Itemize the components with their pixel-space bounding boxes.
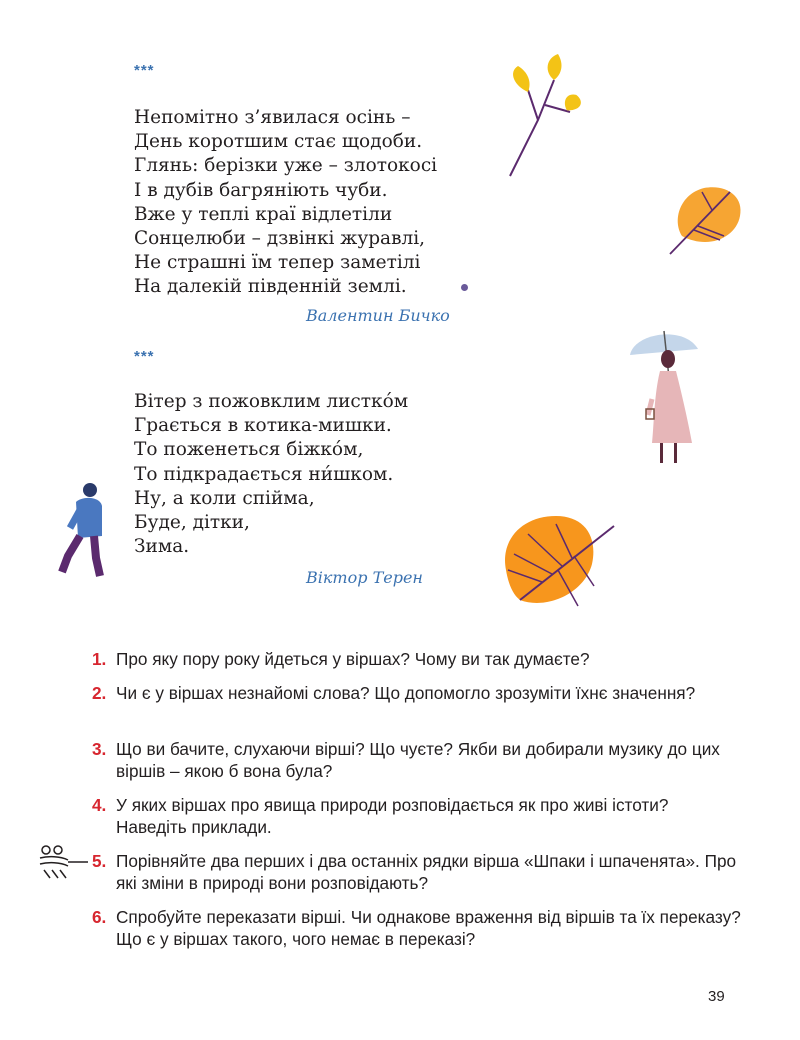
orange-leaf-illustration xyxy=(668,180,748,260)
poem2-line: Вітер з пожовклим листко́м xyxy=(134,391,409,412)
question-5 xyxy=(92,850,742,894)
question-number: 4. xyxy=(92,795,107,815)
woman-with-umbrella-illustration xyxy=(626,325,702,470)
poem2-line: Ну, а коли спійма, xyxy=(134,487,315,509)
large-orange-leaf-illustration xyxy=(498,510,618,610)
poem2-line: Грається в котика-мишки. xyxy=(134,415,392,437)
question-1 xyxy=(92,648,742,670)
end-of-poem-bullet xyxy=(461,284,468,291)
poem1-line: Не страшні їм тепер заметілі xyxy=(134,252,421,274)
poem1-line: Глянь: берізки уже – злотокосі xyxy=(134,155,438,177)
question-number: 5. xyxy=(92,851,107,871)
question-number: 6. xyxy=(92,907,107,927)
yellow-branch-illustration xyxy=(500,50,590,180)
question-text: Про яку пору року йдеться у віршах? Чому ви так думаєте? xyxy=(116,649,590,669)
poem2-stars: *** xyxy=(134,348,155,365)
poem1-line: Непомітно з’явилася осінь – xyxy=(134,107,411,128)
poem1-text xyxy=(134,106,437,300)
poem1-line: Вже у теплі краї відлетіли xyxy=(134,203,393,225)
walking-man-illustration xyxy=(56,480,112,580)
poem2-line: То підкрадається ни́шком. xyxy=(134,463,394,485)
question-3 xyxy=(92,738,742,782)
poem1-line: На далекій південній землі. xyxy=(134,276,407,298)
poem2-author: Віктор Терен xyxy=(306,568,423,587)
question-text: Порівняйте два перших і два останніх рядки вірша «Шпаки і шпаченята». Про які зміни в природі вони розповідають? xyxy=(116,851,737,893)
question-number: 1. xyxy=(92,649,107,669)
question-text: Чи є у віршах незнайомі слова? Що допомогло зрозуміти їхнє значення? xyxy=(116,683,696,703)
question-number: 2. xyxy=(92,683,107,703)
poem2-line: Зима. xyxy=(134,536,190,558)
poem2-text xyxy=(134,390,408,559)
poem1-line: І в дубів багряніють чуби. xyxy=(134,179,388,201)
question-2 xyxy=(92,682,742,704)
poem1-line: Сонцелюби – дзвінкі журавлі, xyxy=(134,228,426,250)
poem1-stars: *** xyxy=(134,62,155,79)
question-4 xyxy=(92,794,742,838)
page-number: 39 xyxy=(708,988,725,1005)
poem1-author: Валентин Бичко xyxy=(306,306,450,325)
question-text: Спробуйте переказати вірші. Чи однакове враження від віршів та їх переказу? Що є у віршах такого, чого немає в переказі? xyxy=(116,907,741,949)
question-6 xyxy=(92,906,742,950)
question-number: 3. xyxy=(92,739,107,759)
question-text: У яких віршах про явища природи розповідається як про живі істоти? Наведіть приклади. xyxy=(116,795,669,837)
poem1-line: День коротшим стає щодоби. xyxy=(134,131,423,153)
poem2-line: То поженеться біжко́м, xyxy=(134,439,364,461)
group-work-icon xyxy=(38,844,88,884)
poem2-line: Буде, дітки, xyxy=(134,512,250,534)
question-text: Що ви бачите, слухаючи вірші? Що чуєте? Якби ви добирали музику до цих віршів – якою б вона була? xyxy=(116,739,720,781)
